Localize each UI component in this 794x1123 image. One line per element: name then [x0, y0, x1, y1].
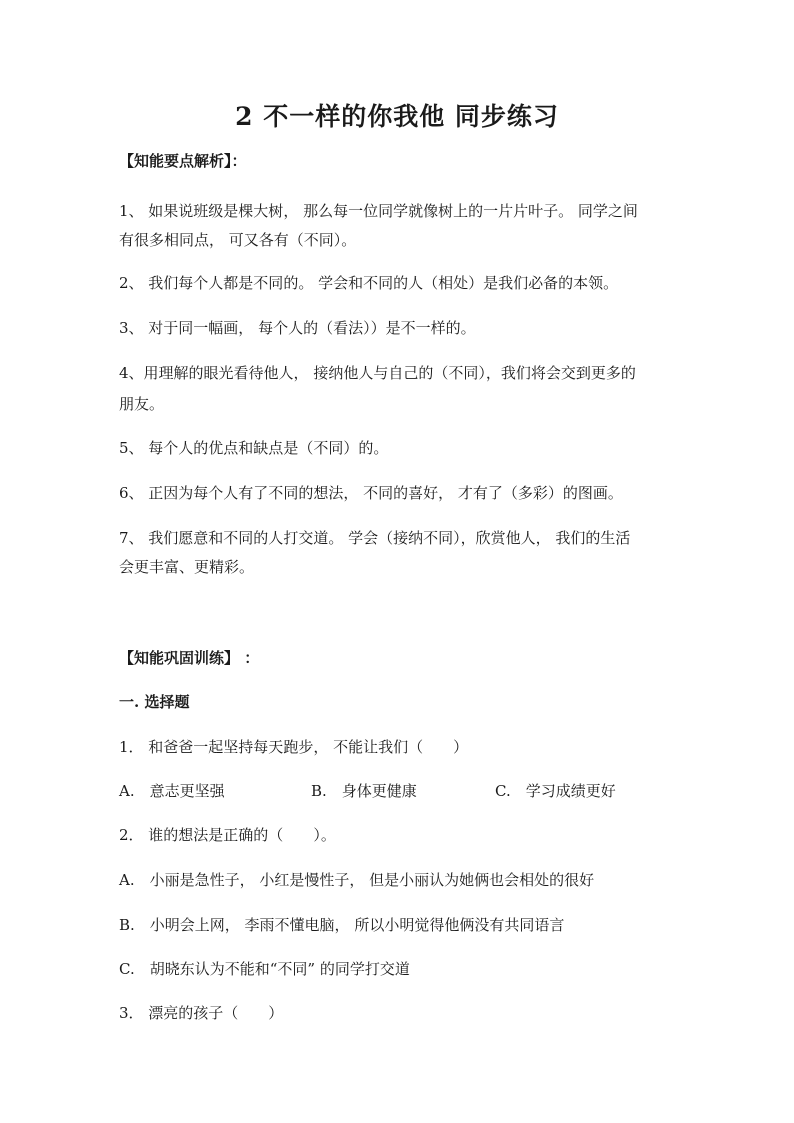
- question-2: 2． 谁的想法是正确的（ ）。: [119, 826, 336, 844]
- point-7-line-2: 会更丰富、更精彩。: [119, 558, 255, 576]
- question-1: 1． 和爸爸一起坚持每天跑步， 不能让我们（ ）: [119, 738, 469, 756]
- point-6: 6、 正因为每个人有了不同的想法， 不同的喜好， 才有了（多彩）的图画。: [119, 484, 623, 502]
- question-2-option-a: A. 小丽是急性子， 小红是慢性子， 但是小丽认为她俩也会相处的很好: [119, 871, 595, 889]
- point-7-line-1: 7、 我们愿意和不同的人打交道。 学会（接纳不同），欣赏他人， 我们的生活: [119, 529, 631, 547]
- point-3: 3、 对于同一幅画， 每个人的（看法））是不一样的。: [119, 319, 476, 337]
- section-heading-analysis: 【知能要点解析】：: [119, 152, 247, 170]
- question-2-option-b: B. 小明会上网， 李雨不懂电脑， 所以小明觉得他俩没有共同语言: [119, 916, 565, 934]
- point-2: 2、 我们每个人都是不同的。 学会和不同的人（相处）是我们必备的本领。: [119, 274, 619, 292]
- section-heading-practice: 【知能巩固训练】 ：: [119, 649, 260, 667]
- question-2-option-c: C. 胡晓东认为不能和“不同” 的同学打交道: [119, 960, 410, 978]
- question-1-option-b: B. 身体更健康: [311, 782, 417, 800]
- question-1-option-a: A. 意志更坚强: [119, 782, 225, 800]
- point-1-line-2: 有很多相同点， 可又各有（不同）。: [119, 231, 357, 249]
- point-5: 5、 每个人的优点和缺点是（不同）的。: [119, 439, 389, 457]
- question-3: 3． 漂亮的孩子（ ）: [119, 1004, 284, 1022]
- page-title: 2 不一样的你我他 同步练习: [235, 102, 559, 131]
- point-4-line-1: 4、用理解的眼光看待他人， 接纳他人与自己的（不同），我们将会交到更多的: [119, 364, 636, 382]
- point-1-line-1: 1、 如果说班级是棵大树， 那么每一位同学就像树上的一片片叶子。 同学之间: [119, 202, 638, 220]
- point-4-line-2: 朋友。: [119, 395, 165, 413]
- question-1-option-c: C. 学习成绩更好: [495, 782, 616, 800]
- subheading-multiple-choice: 一. 选择题: [119, 693, 190, 711]
